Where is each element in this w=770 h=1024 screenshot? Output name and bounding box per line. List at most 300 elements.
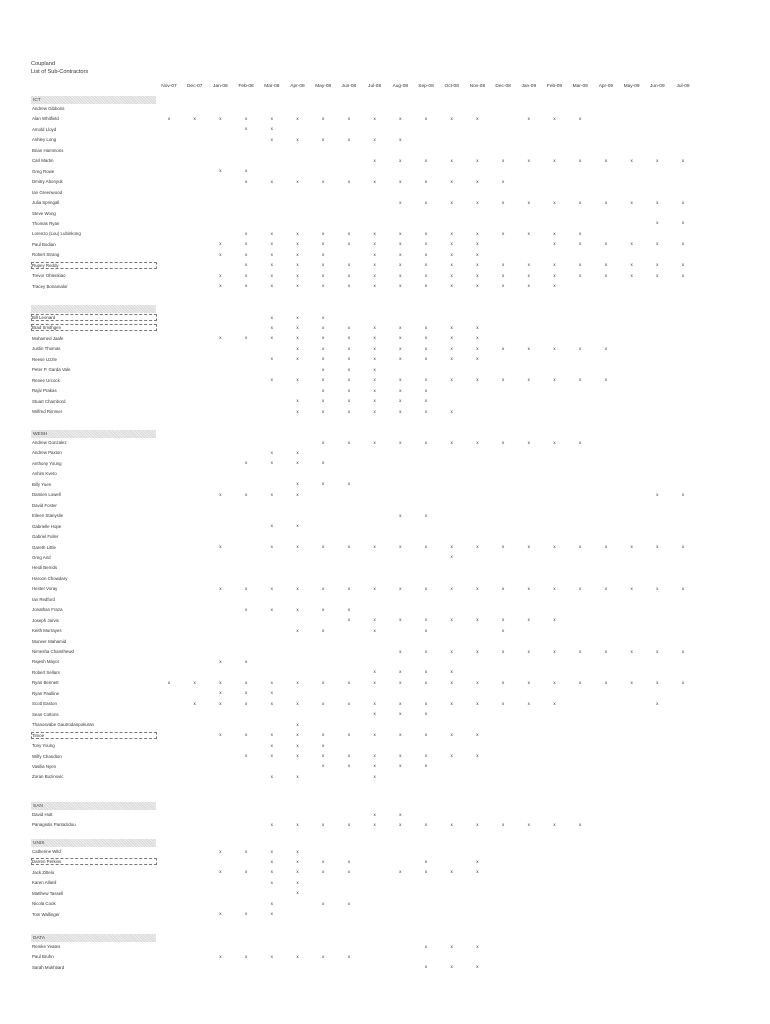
month-mark: x <box>501 345 505 351</box>
month-mark: x <box>373 585 376 591</box>
month-mark: x <box>322 481 325 487</box>
month-mark: x <box>399 356 402 362</box>
month-mark: x <box>656 491 659 497</box>
month-mark: x <box>501 283 505 289</box>
month-mark: x <box>424 943 428 949</box>
month-mark: x <box>270 283 273 289</box>
month-mark: x <box>322 314 325 320</box>
month-mark: x <box>322 606 325 612</box>
month-mark: x <box>424 544 428 549</box>
month-mark: x <box>296 953 299 959</box>
month-mark: x <box>450 356 453 362</box>
month-mark: x <box>476 335 479 341</box>
month-mark: x <box>527 700 530 706</box>
month-mark: x <box>630 272 633 278</box>
month-mark: x <box>270 460 273 466</box>
contractor-name: Robert Strang <box>32 252 60 258</box>
contractor-name: Sarah Mukhtiard <box>32 964 65 970</box>
month-mark: x <box>270 953 273 959</box>
contractor-name: Timoe <box>32 732 45 738</box>
month-mark: x <box>193 679 196 685</box>
month-mark: x <box>399 178 402 184</box>
month-mark: x <box>553 262 556 268</box>
month-mark: x <box>553 230 556 236</box>
month-mark: x <box>681 157 685 163</box>
contractor-name: Trevor Ohlenkiao <box>32 273 66 279</box>
month-mark: x <box>424 251 428 257</box>
month-mark: x <box>347 377 351 383</box>
month-mark: x <box>424 356 428 362</box>
month-mark: x <box>373 732 376 738</box>
month-mark: x <box>399 669 402 675</box>
contractor-name: Lorenzo (Lou) Lubinkong <box>32 231 81 237</box>
month-mark: x <box>193 700 196 706</box>
contractor-name: Thanosvabe Gautrodanpokuran <box>32 722 95 728</box>
month-mark: x <box>604 544 608 549</box>
month-mark: x <box>347 136 351 142</box>
month-mark: x <box>347 408 351 414</box>
month-header: Dec-07 <box>186 84 203 89</box>
month-mark: x <box>630 648 633 654</box>
month-mark: x <box>553 700 556 706</box>
month-mark: x <box>424 157 428 163</box>
month-mark: x <box>450 732 453 738</box>
month-mark: x <box>347 335 351 341</box>
month-mark: x <box>399 821 402 827</box>
month-mark: x <box>296 679 299 685</box>
month-mark: x <box>681 491 685 497</box>
month-mark: x <box>322 753 325 758</box>
month-mark: x <box>373 230 376 236</box>
month-mark: x <box>656 544 659 549</box>
month-mark: x <box>270 230 273 236</box>
month-mark: x <box>347 481 351 487</box>
month-mark: x <box>450 869 453 875</box>
contractor-name: Peter P. Garda Vale <box>32 367 71 373</box>
month-mark: x <box>296 627 299 633</box>
month-mark: x <box>373 627 376 633</box>
month-mark: x <box>399 272 402 278</box>
month-mark: x <box>296 230 299 236</box>
month-mark: x <box>219 251 222 257</box>
contractor-name: Remke Yeates <box>32 944 61 949</box>
month-mark: x <box>219 658 222 664</box>
month-mark: x <box>373 345 376 351</box>
month-mark: x <box>450 115 453 121</box>
month-mark: x <box>424 178 428 184</box>
row-highlight-box <box>31 732 157 739</box>
month-header: Aug-08 <box>392 84 409 89</box>
contractor-name: Alan Whitfield <box>32 116 59 122</box>
month-mark: x <box>424 199 428 205</box>
month-mark: x <box>296 544 299 549</box>
month-mark: x <box>244 848 248 854</box>
month-mark: x <box>681 220 685 226</box>
month-mark: x <box>322 345 325 351</box>
month-header: Jul-09 <box>676 84 690 89</box>
month-mark: x <box>322 460 325 466</box>
contractor-name: Nicola Cook <box>32 901 56 907</box>
month-mark: x <box>424 858 428 864</box>
month-mark: x <box>399 408 402 414</box>
contractor-name: Carl Martin <box>32 158 54 164</box>
month-mark: x <box>476 732 479 738</box>
month-mark: x <box>527 617 530 623</box>
month-mark: x <box>399 869 402 875</box>
contractor-name: Tony Young <box>32 743 55 749</box>
month-mark: x <box>322 377 325 383</box>
month-mark: x <box>579 544 582 549</box>
contractor-name: Renee Urcock <box>32 377 60 383</box>
month-mark: x <box>424 408 428 414</box>
month-mark: x <box>322 324 325 330</box>
month-mark: x <box>399 251 402 257</box>
contractor-name: Robert Sellars <box>32 669 60 675</box>
month-mark: x <box>270 911 273 917</box>
month-header: May-08 <box>315 84 332 89</box>
section-band <box>31 934 156 942</box>
month-mark: x <box>399 585 402 591</box>
month-mark: x <box>553 648 556 654</box>
month-mark: x <box>450 679 453 685</box>
month-mark: x <box>347 241 351 247</box>
month-mark: x <box>424 398 428 404</box>
month-mark: x <box>244 126 248 132</box>
month-mark: x <box>424 230 428 236</box>
month-mark: x <box>450 230 453 236</box>
contractor-name: Wilfy Chandton <box>32 753 62 759</box>
month-mark: x <box>681 585 685 591</box>
month-mark: x <box>399 387 402 393</box>
month-mark: x <box>167 115 171 121</box>
month-mark: x <box>604 241 608 247</box>
month-mark: x <box>399 711 402 717</box>
month-mark: x <box>579 115 582 121</box>
month-mark: x <box>373 439 376 445</box>
month-mark: x <box>270 491 273 497</box>
contractor-name: Zoran Buzinovic <box>32 774 64 780</box>
month-mark: x <box>270 848 273 854</box>
month-mark: x <box>476 262 479 268</box>
month-mark: x <box>450 585 453 591</box>
contractor-name: Bill Leonard <box>32 315 56 320</box>
month-mark: x <box>450 251 453 257</box>
month-mark: x <box>270 869 273 875</box>
month-mark: x <box>244 335 248 341</box>
month-mark: x <box>270 523 273 529</box>
month-mark: x <box>424 679 428 685</box>
month-header: Nov-08 <box>469 84 486 89</box>
month-mark: x <box>476 648 479 654</box>
month-mark: x <box>579 679 582 685</box>
month-mark: x <box>604 345 608 351</box>
contractor-name: Nimesha Chamthewd <box>32 649 74 654</box>
month-mark: x <box>296 408 299 414</box>
month-mark: x <box>450 648 453 654</box>
section-label: SAN <box>33 803 43 809</box>
section-label: DATA <box>33 935 46 941</box>
month-mark: x <box>373 669 376 675</box>
month-mark: x <box>296 272 299 278</box>
month-mark: x <box>296 879 299 885</box>
contractor-name: Anthony Young <box>32 460 62 466</box>
month-mark: x <box>270 858 273 864</box>
month-mark: x <box>322 858 325 864</box>
contractor-name: Wilfred Rimmer <box>32 409 63 415</box>
month-mark: x <box>244 251 248 257</box>
month-mark: x <box>270 314 273 320</box>
month-mark: x <box>399 732 402 738</box>
month-mark: x <box>399 700 402 706</box>
month-mark: x <box>399 345 402 351</box>
month-header: Jul-08 <box>368 84 382 89</box>
month-mark: x <box>270 742 273 748</box>
month-mark: x <box>476 324 479 330</box>
month-mark: x <box>424 439 428 445</box>
month-mark: x <box>270 377 273 383</box>
month-mark: x <box>270 356 273 362</box>
month-mark: x <box>476 272 479 278</box>
contractor-name: Ian Greenwood <box>32 189 63 195</box>
month-mark: x <box>219 732 222 738</box>
month-mark: x <box>501 617 505 623</box>
month-mark: x <box>322 230 325 236</box>
month-mark: x <box>501 377 505 383</box>
contractor-name: Darren Perkins <box>32 859 62 865</box>
month-mark: x <box>424 732 428 738</box>
month-mark: x <box>450 753 453 758</box>
month-mark: x <box>604 679 608 685</box>
month-mark: x <box>424 283 428 289</box>
section-band <box>31 802 156 810</box>
month-mark: x <box>424 669 428 675</box>
month-mark: x <box>579 345 582 351</box>
month-mark: x <box>219 869 222 875</box>
month-mark: x <box>270 251 273 257</box>
month-header: Jan-09 <box>521 84 537 89</box>
month-mark: x <box>656 272 659 278</box>
month-mark: x <box>476 943 479 949</box>
contractor-name: Damien Lowell <box>32 492 61 498</box>
month-mark: x <box>270 690 273 696</box>
month-mark: x <box>476 377 479 383</box>
month-mark: x <box>450 943 453 949</box>
month-mark: x <box>476 115 479 121</box>
month-mark: x <box>476 544 479 549</box>
month-mark: x <box>244 658 248 664</box>
contractor-name: Jack Zittelo <box>32 869 55 875</box>
month-mark: x <box>424 627 428 633</box>
month-mark: x <box>501 679 505 685</box>
month-mark: x <box>347 585 351 591</box>
month-mark: x <box>681 648 685 654</box>
month-mark: x <box>322 283 325 289</box>
month-mark: x <box>244 460 248 466</box>
month-mark: x <box>244 178 248 184</box>
month-mark: x <box>244 700 248 706</box>
month-mark: x <box>347 115 351 121</box>
month-mark: x <box>476 858 479 864</box>
month-mark: x <box>167 679 171 685</box>
month-mark: x <box>656 241 659 247</box>
month-mark: x <box>373 251 376 257</box>
month-mark: x <box>296 858 299 864</box>
month-mark: x <box>399 679 402 685</box>
month-mark: x <box>347 953 351 959</box>
contractor-name: Dmitry Abonyuk <box>32 179 63 185</box>
month-mark: x <box>604 585 608 591</box>
contractor-name: Brad Smithgen <box>32 325 62 331</box>
month-header: Mar-08 <box>264 84 280 89</box>
contractor-name: Andrew Gibbons <box>32 106 65 111</box>
month-mark: x <box>424 585 428 591</box>
month-mark: x <box>630 199 633 205</box>
month-mark: x <box>373 387 376 393</box>
month-mark: x <box>579 648 582 654</box>
month-mark: x <box>296 398 299 404</box>
contractor-name: Ashley Long <box>32 137 57 143</box>
month-mark: x <box>681 679 685 685</box>
month-mark: x <box>476 753 479 758</box>
month-mark: x <box>399 157 402 163</box>
month-mark: x <box>322 335 325 341</box>
month-mark: x <box>630 262 633 268</box>
month-mark: x <box>579 821 582 827</box>
section-label: WESH <box>33 431 48 437</box>
month-mark: x <box>476 230 479 236</box>
month-mark: x <box>553 439 556 445</box>
month-mark: x <box>450 178 453 184</box>
month-mark: x <box>347 398 351 404</box>
contractor-name: Jonathan Fraza <box>32 607 63 613</box>
month-mark: x <box>373 408 376 414</box>
contractor-name: Sean Cottons <box>32 711 59 717</box>
month-mark: x <box>347 262 351 268</box>
month-mark: x <box>347 763 351 769</box>
month-mark: x <box>270 606 273 612</box>
month-mark: x <box>450 377 453 383</box>
month-header: Feb-08 <box>238 84 254 89</box>
month-mark: x <box>296 732 299 738</box>
month-mark: x <box>296 136 299 142</box>
month-mark: x <box>553 157 556 163</box>
month-mark: x <box>656 262 659 268</box>
contractor-name: Vasilia Nyen <box>32 763 57 769</box>
contractor-name: David Foster <box>32 502 57 508</box>
month-mark: x <box>219 544 222 549</box>
month-mark: x <box>450 408 453 414</box>
month-mark: x <box>399 763 402 769</box>
section-band <box>31 839 156 847</box>
month-mark: x <box>347 753 351 758</box>
month-mark: x <box>476 157 479 163</box>
month-mark: x <box>219 283 222 289</box>
month-mark: x <box>399 230 402 236</box>
month-mark: x <box>527 821 530 827</box>
month-mark: x <box>373 178 376 184</box>
month-mark: x <box>501 272 505 278</box>
month-mark: x <box>373 679 376 685</box>
contractor-name: Eileen Stanyslie <box>32 513 64 519</box>
contractor-name: Steve Wong <box>32 210 56 216</box>
section-band <box>31 305 156 313</box>
month-mark: x <box>219 585 222 591</box>
month-mark: x <box>450 544 453 549</box>
month-mark: x <box>424 821 428 827</box>
month-mark: x <box>527 262 530 268</box>
month-header: Jun-09 <box>649 84 665 89</box>
month-mark: x <box>244 230 248 236</box>
month-mark: x <box>604 199 608 205</box>
month-mark: x <box>476 964 479 970</box>
month-mark: x <box>347 700 351 706</box>
contractor-name: Joseph Jarvis <box>32 617 59 623</box>
month-mark: x <box>501 199 505 205</box>
month-mark: x <box>527 199 530 205</box>
month-mark: x <box>579 262 582 268</box>
section-band <box>31 96 156 104</box>
month-mark: x <box>450 199 453 205</box>
month-mark: x <box>244 115 248 121</box>
month-mark: x <box>219 953 222 959</box>
month-mark: x <box>322 241 325 247</box>
month-mark: x <box>270 732 273 738</box>
month-mark: x <box>630 585 633 591</box>
month-mark: x <box>219 911 222 917</box>
contractor-name: Ian Redford <box>32 596 55 602</box>
month-mark: x <box>270 900 273 906</box>
month-mark: x <box>347 858 351 864</box>
month-mark: x <box>399 335 402 341</box>
month-mark: x <box>347 230 351 236</box>
month-mark: x <box>476 869 479 875</box>
month-mark: x <box>527 679 530 685</box>
month-mark: x <box>424 335 428 341</box>
month-mark: x <box>270 544 273 549</box>
contractor-name: Ryan Paulline <box>32 690 60 696</box>
contractor-name: Paul Bodian <box>32 241 56 247</box>
month-mark: x <box>322 585 325 591</box>
month-mark: x <box>527 439 530 445</box>
month-mark: x <box>553 272 556 278</box>
contractor-name: Brian Hammons <box>32 147 64 153</box>
month-mark: x <box>373 617 376 623</box>
month-mark: x <box>296 869 299 875</box>
month-mark: x <box>270 821 273 827</box>
month-mark: x <box>219 241 222 247</box>
month-mark: x <box>399 199 402 205</box>
contractor-name: Stuart Chambord <box>32 398 66 404</box>
month-mark: x <box>553 115 556 121</box>
contractor-name: Gabriel Fuller <box>32 534 59 540</box>
month-header: Jun-08 <box>341 84 357 89</box>
month-mark: x <box>656 585 659 591</box>
month-mark: x <box>630 157 633 163</box>
month-mark: x <box>296 283 299 289</box>
month-mark: x <box>347 439 351 445</box>
month-mark: x <box>373 763 376 769</box>
month-mark: x <box>296 377 299 383</box>
month-mark: x <box>244 753 248 758</box>
month-mark: x <box>501 821 505 827</box>
month-header: Nov-07 <box>161 84 177 89</box>
month-mark: x <box>553 345 556 351</box>
month-mark: x <box>681 199 685 205</box>
month-mark: x <box>373 700 376 706</box>
month-mark: x <box>219 335 222 341</box>
month-mark: x <box>476 178 479 184</box>
month-mark: x <box>424 648 428 654</box>
